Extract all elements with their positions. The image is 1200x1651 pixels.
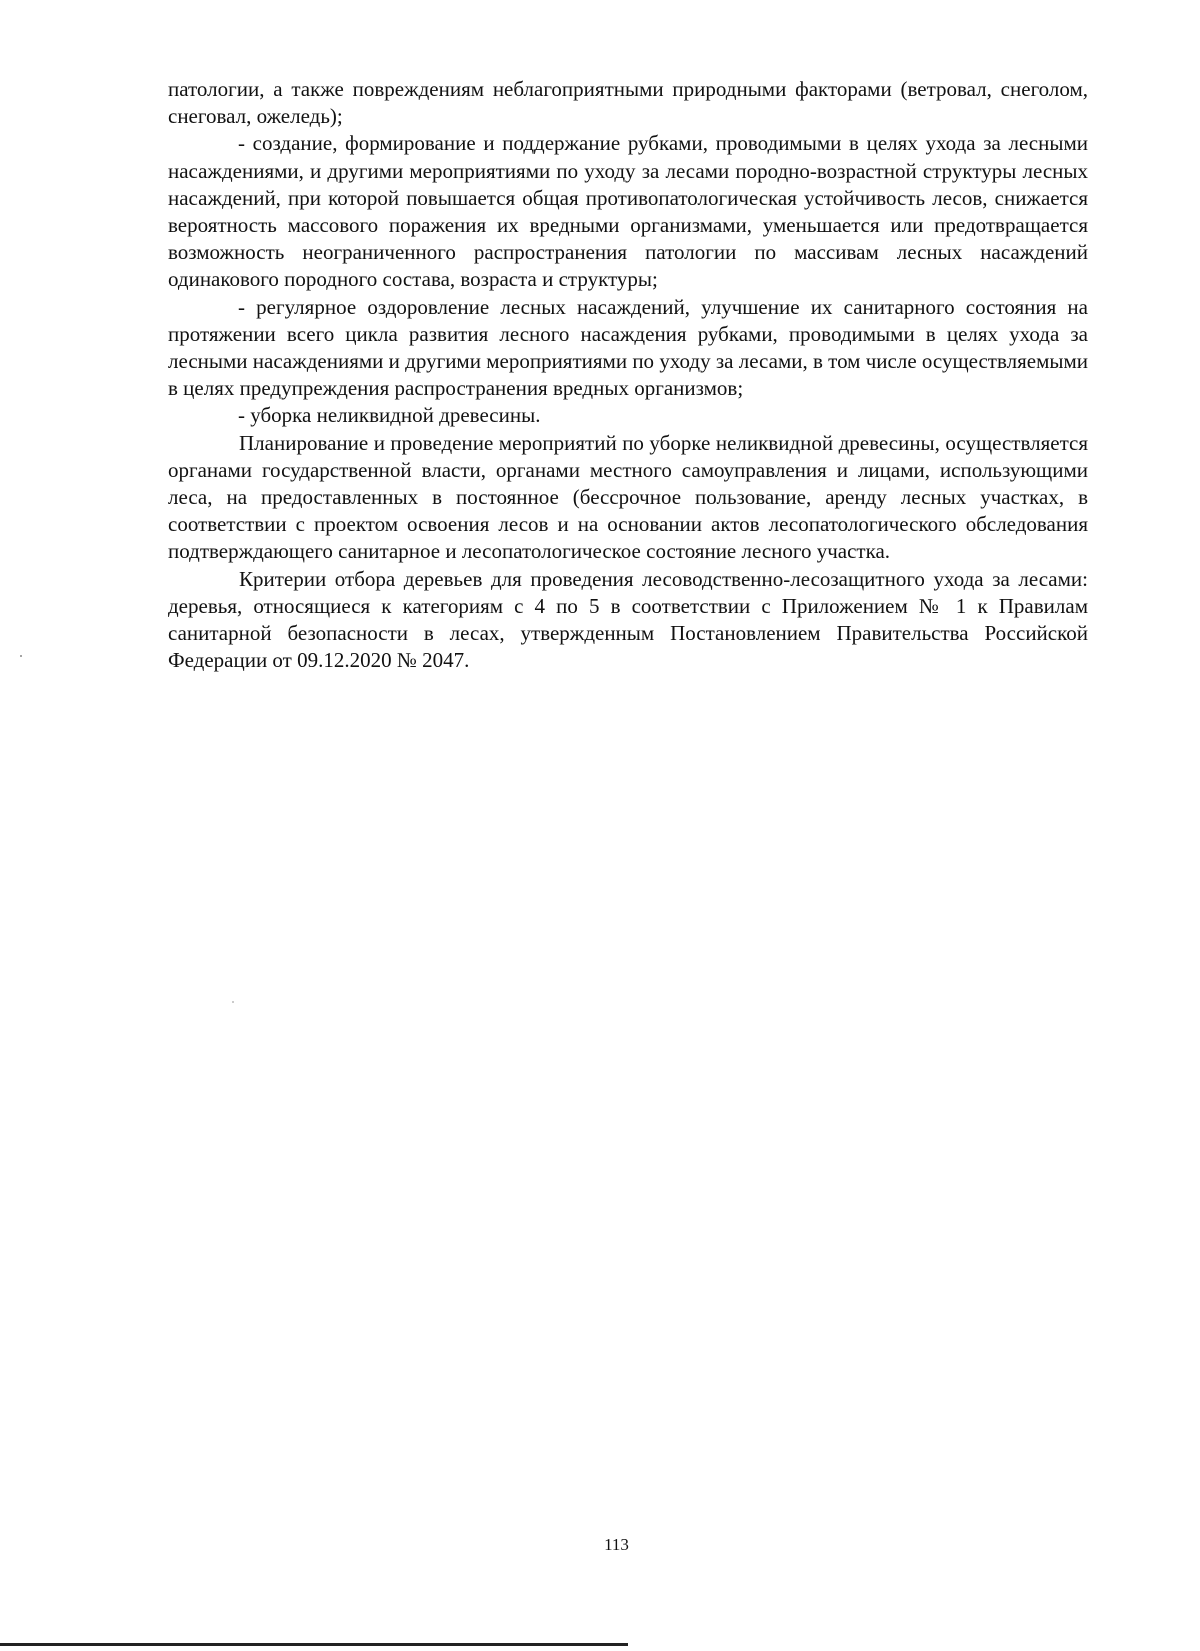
scan-speck [232, 1001, 234, 1003]
paragraph-continuation: патологии, а также повреждениям неблагоприятными природными факторами (ветровал, снеголом, снеговал, ожеледь); [168, 77, 1088, 129]
scan-edge-line [0, 1643, 628, 1646]
list-item-regular-improvement: - регулярное оздоровление лесных насаждений, улучшение их санитарного состояния на протяжении всего цикла развития лесного насаждения рубками, проводимыми в целях ухода за лесными насаждениями и другими мероприятиями по уходу за лесами, в том числе осуществляемыми в целях предупреждения распространения вредных организмов; [168, 294, 1088, 401]
scan-speck [20, 655, 22, 657]
list-item-timber-cleanup: - уборка неликвидной древесины. [238, 403, 541, 428]
page-number: 113 [604, 1535, 629, 1554]
paragraph-selection-criteria: Критерии отбора деревьев для проведения лесоводственно-лесозащитного ухода за лесами: деревья, относящиеся к категориям с 4 по 5 в соответствии с Приложением № 1 к Правилам санитарной безопасности в лесах, утвержденным Постановлением Правительства Российской Федерации от 09.12.2020 № 2047. [168, 566, 1088, 673]
list-item-structure-formation: - создание, формирование и поддержание рубками, проводимыми в целях ухода за лесными насаждениями, и другими мероприятиями по уходу за лесами породно-возрастной структуры лесных насаждений, при которой повышается общая противопатологическая устойчивость лесов, снижается вероятность массового поражения их вредными организмами, уменьшается или предотвращается возможность неограниченного распространения патологии по массивам лесных насаждений одинакового породного состава, возраста и структуры; [168, 131, 1088, 292]
body-text [168, 76, 1088, 674]
paragraph-planning: Планирование и проведение мероприятий по уборке неликвидной древесины, осуществляется органами государственной власти, органами местного самоуправления и лицами, использующими леса, на предоставленных в постоянное (бессрочное пользование, аренду лесных участках, в соответствии с проектом освоения лесов и на основании актов лесопатологического обследования подтверждающего санитарное и лесопатологическое состояние лесного участка. [168, 430, 1088, 564]
